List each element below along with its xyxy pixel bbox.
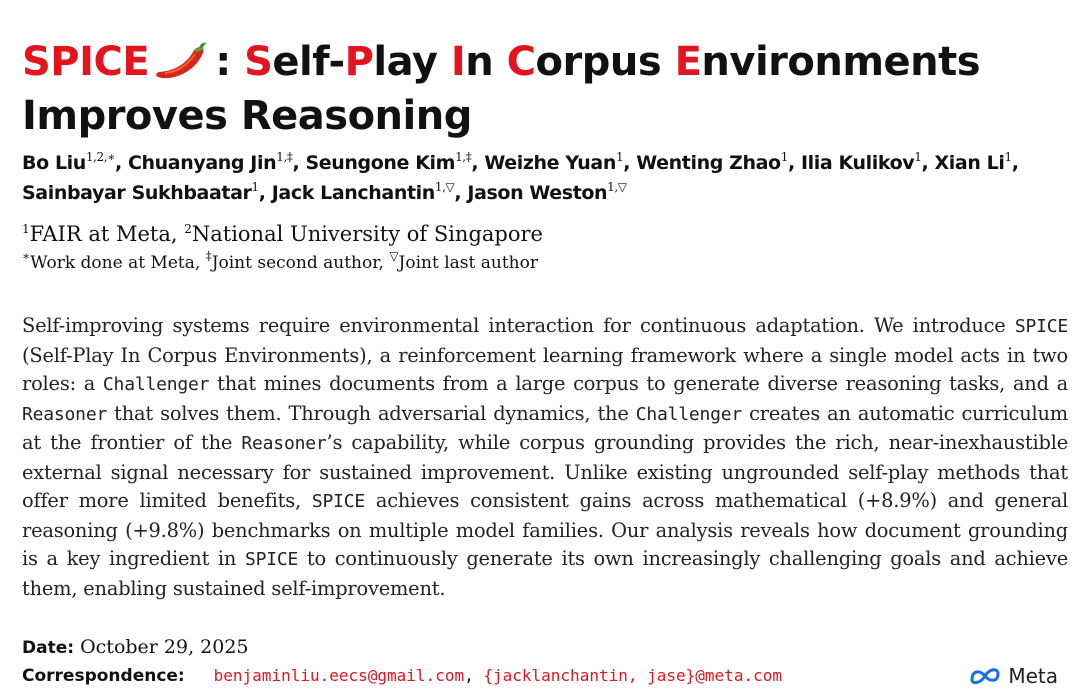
title-spice: SPICE xyxy=(22,39,150,85)
affiliations: $^1$FAIR at Meta, $^2$National University of Singapore xyxy=(22,222,543,246)
title-colon: : xyxy=(215,39,245,85)
author: Chuanyang Jin$^{1,\ddagger}$ xyxy=(128,150,293,174)
email-link[interactable]: {jacklanchantin, jase}@meta.com xyxy=(483,666,782,685)
title-letter-i: I xyxy=(450,39,466,85)
title-letter-c: C xyxy=(506,39,536,85)
title-line-2: Improves Reasoning xyxy=(22,93,472,139)
author: Weizhe Yuan$^1$ xyxy=(484,150,624,174)
author: Jack Lanchantin$^{1,▽}$ xyxy=(271,180,455,204)
date-value: October 29, 2025 xyxy=(80,636,249,658)
term-spice: SPICE xyxy=(311,491,365,512)
author: Wenting Zhao$^1$ xyxy=(636,150,788,174)
affiliation-nus: National University of Singapore xyxy=(191,222,543,246)
paper-title xyxy=(22,38,1062,140)
author: Bo Liu$^{1,2,∗}$ xyxy=(22,150,115,174)
term-challenger: Challenger xyxy=(102,374,210,395)
term-reasoner: Reasoner xyxy=(22,403,108,425)
title-word-environments: nvironments xyxy=(701,39,981,85)
author: Jason Weston$^{1,▽}$ xyxy=(467,180,627,204)
author-notes: ∗Work done at Meta, ‡Joint second author, ▽Joint last author xyxy=(22,249,538,273)
term-spice: SPICE xyxy=(244,549,299,570)
email-link[interactable]: benjaminliu.eecs@gmail.com xyxy=(213,666,465,685)
meta-logo xyxy=(968,664,1058,688)
title-letter-s: S xyxy=(244,39,273,85)
date-label: Date: xyxy=(22,638,75,658)
title-word-self: elf- xyxy=(272,39,345,85)
author: Seungone Kim$^{1,\ddagger}$ xyxy=(305,150,472,174)
abstract: Self-improving systems require environmental interaction for continuous adaptation. We introduce SPICE (Self-Play In Corpus Environments), a reinforcement learning framework where a single model acts in two roles: a Challenger that mines documents from a large corpus to generate diverse reasoning tasks, and a Reasoner that solves them. Through adversarial dynamics, the Challenger creates an automatic curriculum at the frontier of the Reasoner’s capability, while corpus grounding provides the rich, near-inexhaustible external signal necessary for sustained improvement. Unlike existing ungrounded self-play methods that offer more limited benefits, SPICE achieves consistent gains across mathematical (+8.9%) and general reasoning (+9.8%) benchmarks on multiple model families. Our analysis reveals how document grounding is a key ingredient in SPICE to continuously generate its own increasingly challenging goals and achieve them, enabling sustained self-improvement. xyxy=(22,314,1068,600)
author: Xian Li$^1$ xyxy=(934,150,1012,174)
term-spice: SPICE xyxy=(1014,316,1068,337)
chili-pepper-icon xyxy=(155,41,211,92)
author: Ilia Kulikov$^1$ xyxy=(801,150,922,174)
author: Sainbayar Sukhbaatar$^1$ xyxy=(22,180,259,204)
author-list: Bo Liu$^{1,2,∗}$, Chuanyang Jin$^{1,\ddagger}$, Seungone Kim$^{1,\ddagger}$, Weizhe Yuan$^1$, Wenting Zhao$^1$, Ilia Kulikov$^1$, Xian Li$^1$, Sainbayar Sukhbaatar$^1$, Jack Lanchantin$^{1,▽}$, Jason Weston$^{1,▽}$ xyxy=(22,150,1019,204)
title-word-in: n xyxy=(465,39,507,85)
title-letter-p: P xyxy=(344,39,374,85)
title-word-play: lay xyxy=(373,39,451,85)
correspondence-label: Correspondence: xyxy=(22,666,185,686)
correspondence-line: Correspondence: benjaminliu.eecs@gmail.com, {jacklanchantin, jase}@meta.com xyxy=(22,666,782,686)
title-letter-e: E xyxy=(674,39,702,85)
term-challenger: Challenger xyxy=(635,403,743,425)
title-word-corpus: orpus xyxy=(535,39,675,85)
term-reasoner: Reasoner xyxy=(241,433,327,454)
date-line xyxy=(22,634,249,661)
meta-logo-text: Meta xyxy=(1008,664,1059,688)
affiliation-meta: FAIR at Meta, xyxy=(29,222,185,246)
meta-infinity-icon xyxy=(968,664,1002,688)
